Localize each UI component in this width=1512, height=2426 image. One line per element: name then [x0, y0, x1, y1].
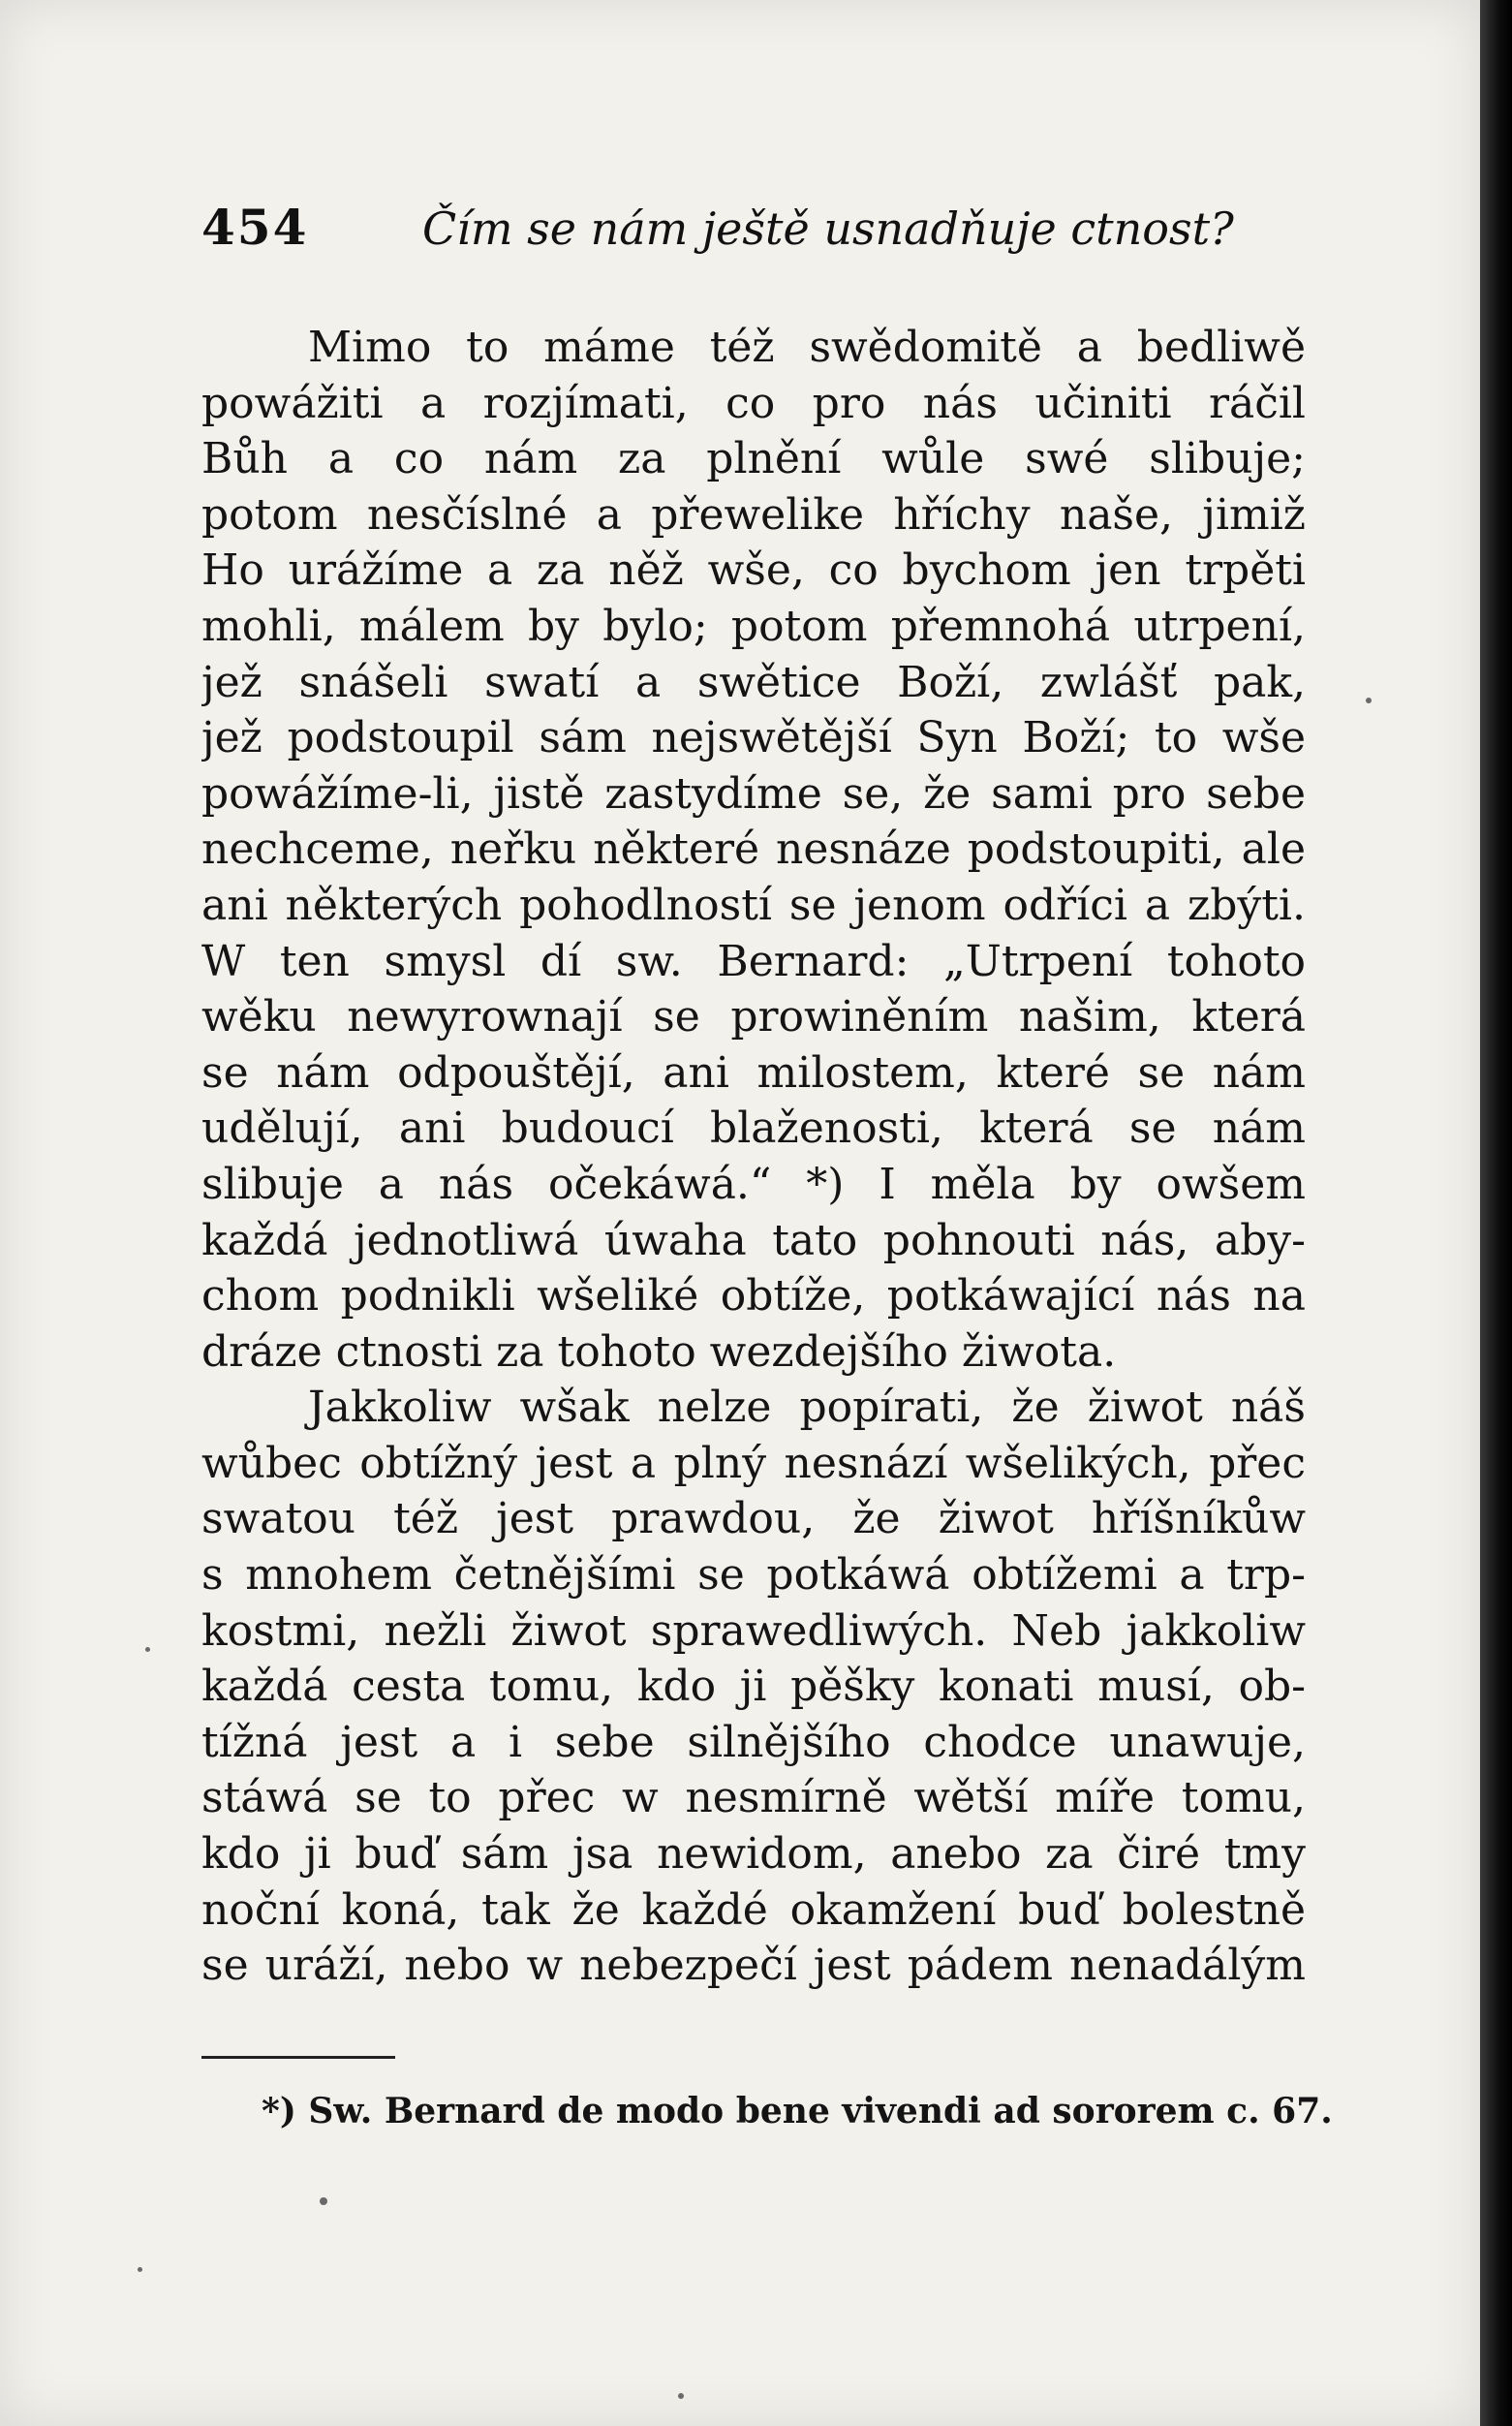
running-head: Čím se nám ještě usnadňuje ctnost? [422, 202, 1234, 255]
text-line: slibuje a nás očekáwá.“ *) I měla by owšem [201, 1159, 1306, 1209]
text-line: jež snášeli swatí a swětice Boží, zwlášť pak, [201, 657, 1306, 707]
print-speck [678, 2393, 684, 2399]
text-line: Mimo to máme též swědomitě a bedliwě [308, 323, 1306, 372]
footnote: *) Sw. Bernard de modo bene vivendi ad sororem c. 67. [262, 2091, 1333, 2131]
text-line: kdo ji buď sám jsa newidom, anebo za čiré tmy [201, 1829, 1306, 1880]
text-line: Bůh a co nám za plnění wůle swé slibuje; [201, 434, 1306, 484]
text-line: každá jednotliwá úwaha tato pohnouti nás, aby- [201, 1215, 1306, 1265]
text-line: každá cesta tomu, kdo ji pěšky konati musí, ob- [201, 1662, 1306, 1712]
print-speck [145, 1647, 150, 1652]
print-speck [1366, 698, 1372, 703]
text-line: Jakkoliw wšak nelze popírati, že žiwot náš [308, 1383, 1306, 1433]
text-line: kostmi, nežli žiwot sprawedliwých. Neb jakkoliw [201, 1605, 1306, 1656]
text-line: swatou též jest prawdou, že žiwot hříšníkůw [201, 1494, 1306, 1544]
text-line: s mnohem četnějšími se potkáwá obtížemi a trp- [201, 1550, 1306, 1601]
page-header [201, 199, 1364, 276]
text-line: jež podstoupil sám nejswětější Syn Boží; to wše [201, 713, 1306, 763]
text-line: potom nesčíslné a přewelike hříchy naše, jimiž [201, 489, 1306, 540]
text-line: powážíme-li, jistě zastydíme se, že sami pro sebe [201, 768, 1306, 819]
text-line: stáwá se to přec w nesmírně wětší míře tomu, [201, 1773, 1306, 1823]
text-line: nechceme, neřku některé nesnáze podstoupiti, ale [201, 824, 1306, 875]
text-line: wěku newyrownají se prowiněním našim, která [201, 992, 1306, 1042]
text-line: dráze ctnosti za tohoto wezdejšího žiwota. [201, 1326, 1117, 1377]
body-text [201, 320, 1306, 1994]
text-line: W ten smysl dí sw. Bernard: „Utrpení tohoto [201, 936, 1306, 986]
text-line: noční koná, tak že každé okamžení buď bolestně [201, 1884, 1306, 1935]
text-line: se nám odpouštějí, ani milostem, které se nám [201, 1047, 1306, 1098]
paragraph-1 [201, 320, 1306, 1380]
text-line: Ho urážíme a za něž wše, co bychom jen trpěti [201, 545, 1306, 596]
text-line: wůbec obtížný jest a plný nesnází wšelikých, přec [201, 1438, 1306, 1488]
paragraph-2 [201, 1380, 1306, 1994]
page-number: 454 [201, 199, 309, 256]
text-line: se uráží, nebo w nebezpečí jest pádem nenadálým [201, 1941, 1306, 1991]
page-edge-shadow [1480, 0, 1512, 2426]
print-speck [320, 2197, 327, 2205]
text-line: powážiti a rozjímati, co pro nás učiniti ráčil [201, 378, 1306, 428]
text-line: ani některých pohodlností se jenom odříci a zbýti. [201, 880, 1306, 930]
text-line: mohli, málem by bylo; potom přemnohá utrpení, [201, 601, 1306, 651]
text-line: chom podnikli wšeliké obtíže, potkáwající nás na [201, 1271, 1306, 1322]
text-line: udělují, ani budoucí blaženosti, která se nám [201, 1104, 1306, 1154]
footnote-rule [201, 2056, 395, 2059]
print-speck [138, 2267, 142, 2272]
text-line: tížná jest a i sebe silnějšího chodce unawuje, [201, 1717, 1306, 1767]
